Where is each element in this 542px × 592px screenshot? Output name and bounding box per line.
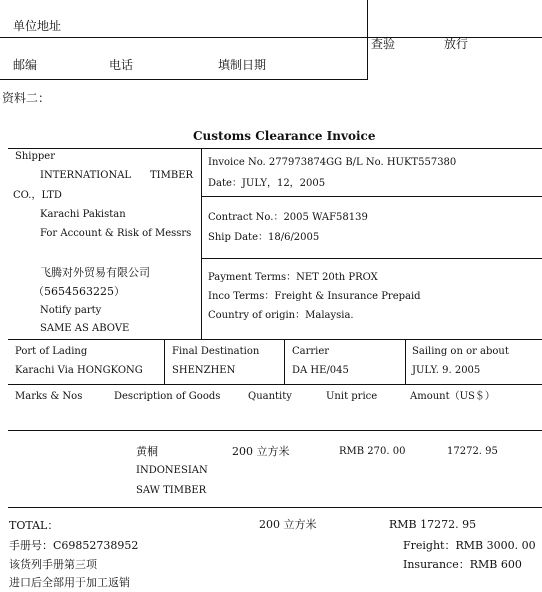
for-account-label: For Account & Risk of Messrs: [40, 228, 192, 239]
shipping-divider-3: [405, 339, 406, 384]
item-quantity: 200 立方米: [232, 445, 290, 458]
items-bottom-border: [8, 507, 542, 508]
processing-note: 进口后全部用于加工返销: [9, 576, 130, 589]
shipping-divider-1: [164, 339, 165, 384]
port-of-lading-label: Port of Lading: [15, 346, 88, 357]
invoice-title: Customs Clearance Invoice: [193, 129, 376, 143]
total-quantity: 200 立方米: [259, 518, 317, 531]
column-amount: Amount（US＄）: [410, 391, 495, 402]
unit-address-label: 单位地址: [13, 19, 62, 33]
manual-number: 手册号：C69852738952: [9, 539, 139, 552]
sailing-label: Sailing on or about: [412, 346, 509, 357]
freight: Freight：RMB 3000. 00: [403, 539, 536, 552]
column-description: Description of Goods: [114, 391, 221, 402]
total-label: TOTAL：: [9, 519, 59, 532]
payment-terms: Payment Terms：NET 20th PROX: [208, 272, 378, 283]
ship-date: Ship Date：18/6/2005: [208, 232, 320, 243]
final-destination-value: SHENZHEN: [172, 365, 236, 376]
manual-item-note: 该货列手册第三项: [9, 558, 97, 571]
top-form-column-divider: [367, 0, 368, 80]
sailing-value: JULY. 9. 2005: [412, 365, 481, 376]
insurance: Insurance：RMB 600: [403, 558, 522, 571]
item-amount: 17272. 95: [447, 446, 498, 457]
top-form-bottom-line: [0, 79, 368, 80]
right-middle-divider: [201, 258, 542, 259]
invoice-date: Date：JULY，12，2005: [208, 178, 326, 189]
column-marks-and-nos: Marks & Nos: [15, 391, 83, 402]
shipping-row-top-border: [8, 339, 542, 340]
column-unit-price: Unit price: [326, 391, 378, 402]
postcode-label: 邮编: [13, 58, 38, 72]
shipper-city: Karachi Pakistan: [40, 209, 126, 220]
release-label: 放行: [444, 37, 469, 51]
item-description-line-1: 黄桐: [136, 445, 158, 458]
carrier-label: Carrier: [292, 346, 330, 357]
inspection-label: 查验: [371, 37, 396, 51]
shipper-name-part-2: TIMBER: [150, 170, 194, 181]
item-unit-price: RMB 270. 00: [339, 446, 406, 457]
shipper-label: Shipper: [15, 151, 55, 162]
column-quantity: Quantity: [248, 391, 292, 402]
final-destination-label: Final Destination: [172, 346, 260, 357]
notify-party-label: Notify party: [40, 305, 102, 316]
shipping-row-bottom-border: [8, 384, 542, 385]
shipping-divider-2: [284, 339, 285, 384]
phone-label: 电话: [109, 58, 134, 72]
columns-bottom-border: [8, 430, 542, 431]
shipper-name-part-3: CO.，LTD: [13, 190, 62, 201]
shipper-name-part-1: INTERNATIONAL: [40, 170, 132, 181]
port-of-lading-value: Karachi Via HONGKONG: [15, 365, 143, 376]
consignee-name: 飞腾对外贸易有限公司: [40, 266, 150, 279]
fill-date-label: 填制日期: [218, 58, 267, 72]
invoice-top-border: [8, 148, 542, 149]
country-of-origin: Country of origin：Malaysia.: [208, 310, 354, 321]
invoice-number: Invoice No. 277973874GG B/L No. HUKT557380: [208, 157, 457, 168]
item-description-line-2: INDONESIAN: [136, 465, 208, 476]
consignee-code: （5654563225）: [33, 285, 125, 298]
carrier-value: DA HE/045: [292, 365, 349, 376]
inco-terms: Inco Terms：Freight & Insurance Prepaid: [208, 291, 421, 302]
invoice-center-divider: [201, 148, 202, 339]
contract-number: Contract No.：2005 WAF58139: [208, 212, 368, 223]
notify-party-value: SAME AS ABOVE: [40, 323, 130, 334]
right-upper-divider: [201, 196, 542, 197]
total-amount: RMB 17272. 95: [389, 518, 477, 531]
item-description-line-3: SAW TIMBER: [136, 485, 207, 496]
section-label: 资料二：: [2, 91, 51, 105]
